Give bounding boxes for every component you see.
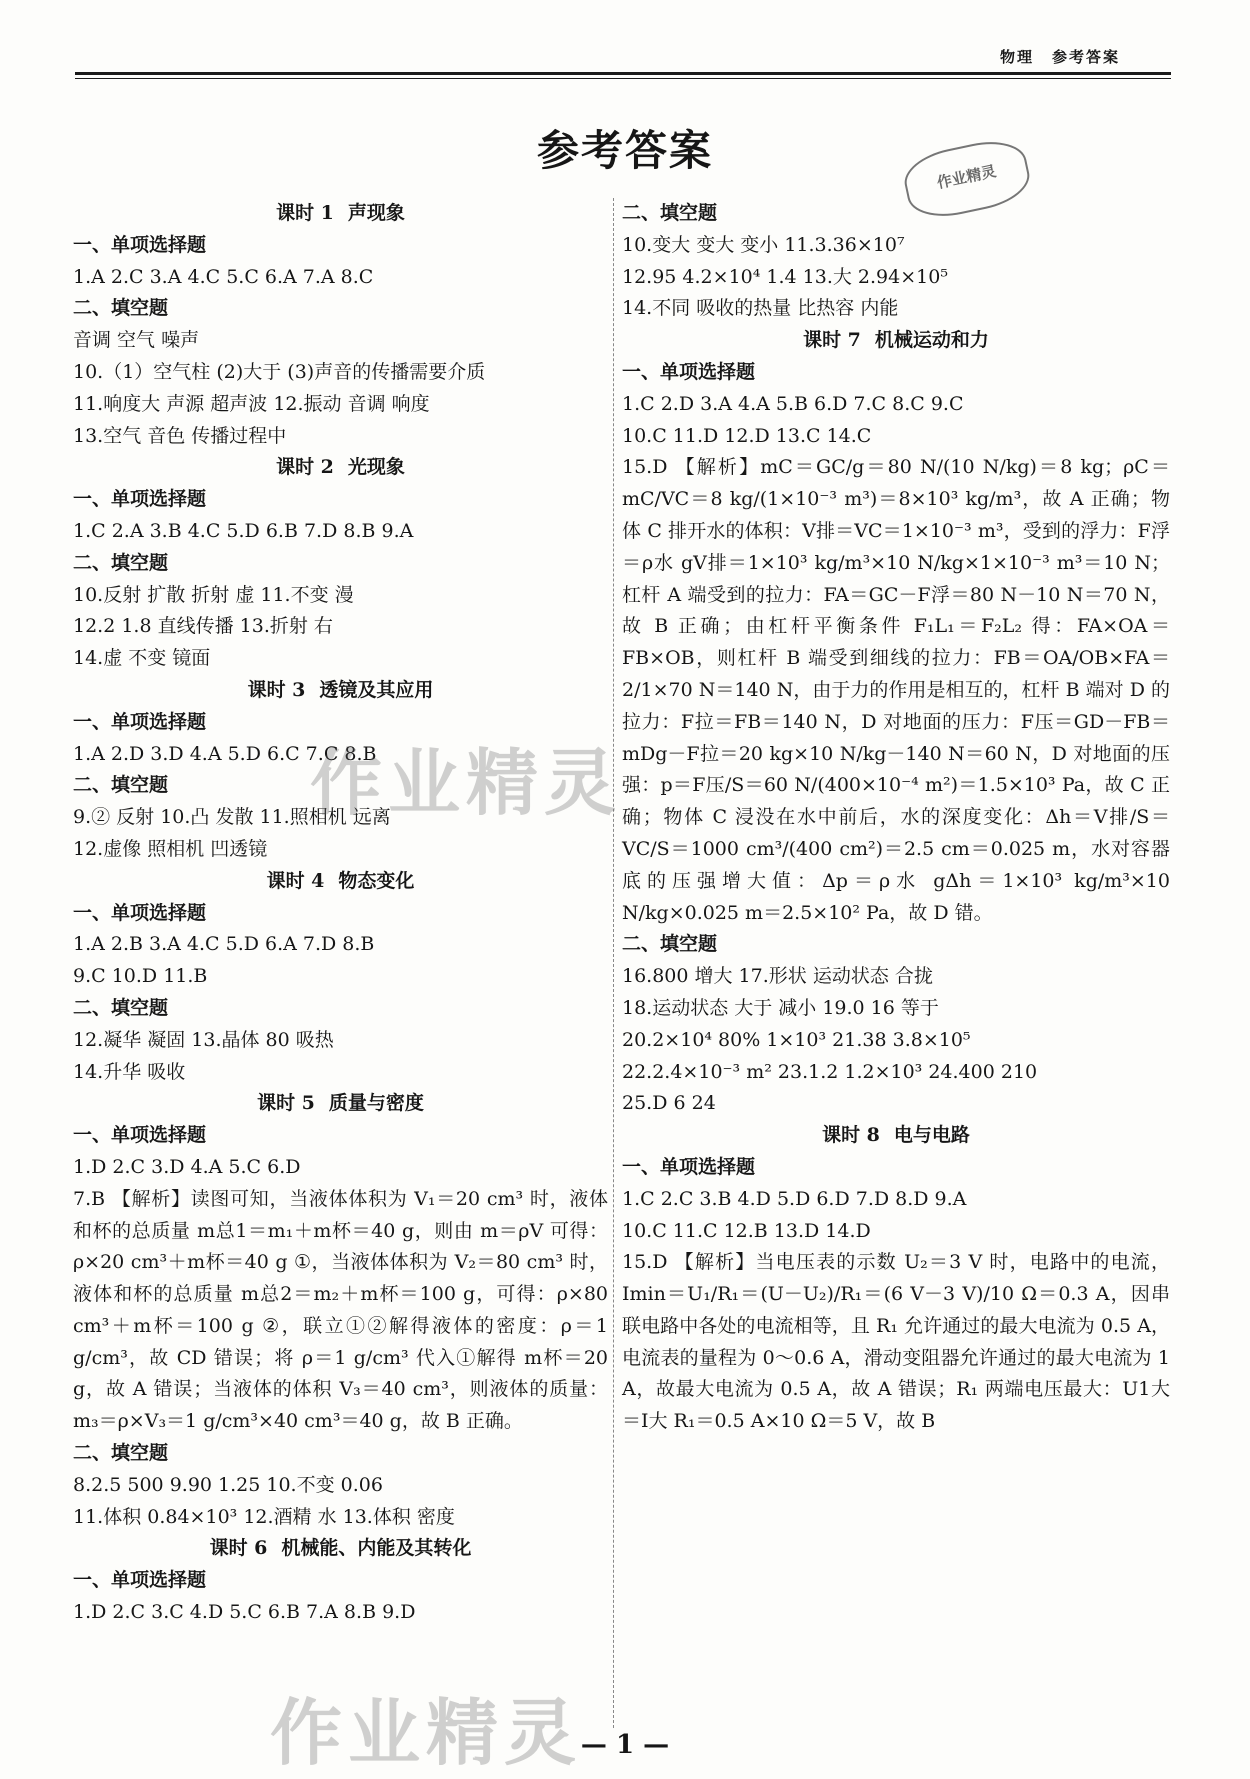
section-heading: 二、填空题 xyxy=(73,996,169,1019)
answer-line: 12.凝华 凝固 13.晶体 80 吸热 xyxy=(73,1028,334,1051)
answer-line: 1.C 2.A 3.B 4.C 5.D 6.B 7.D 8.B 9.A xyxy=(73,519,414,542)
lesson-number: 课时 7 xyxy=(803,329,861,352)
lesson-title: 透镜及其应用 xyxy=(319,678,434,701)
lesson-number: 课时 4 xyxy=(266,869,325,892)
answer-line: 1.C 2.D 3.A 4.A 5.B 6.D 7.C 8.C 9.C xyxy=(622,392,964,415)
answer-line: 14.虚 不变 镜面 xyxy=(73,647,211,670)
answer-line: 12.95 4.2×10⁴ 1.4 13.大 2.94×10⁵ xyxy=(622,265,948,288)
lesson-heading xyxy=(622,325,1170,357)
lesson-title: 电与电路 xyxy=(893,1124,970,1147)
section-heading: 二、填空题 xyxy=(622,202,718,224)
lesson-heading xyxy=(73,1088,608,1120)
header-subject: 物理 xyxy=(1000,48,1035,66)
lesson-heading xyxy=(73,452,608,484)
header-rule-thick xyxy=(75,72,1171,75)
answer-line: 10.反射 扩散 折射 虚 11.不变 漫 xyxy=(73,583,354,606)
watermark: 作业精灵 xyxy=(310,741,623,825)
watermark: 作业精灵 xyxy=(270,1691,583,1775)
answer-line: 10.变大 变大 变小 11.3.36×10⁷ xyxy=(622,233,905,256)
header-rule-thin xyxy=(75,78,1171,79)
answer-explanation: 15.D 【解析】mC＝GC/g＝80 N/(10 N/kg)＝8 kg；ρC＝mC/VC＝8 kg/(1×10⁻³ m³)＝8×10³ kg/m³，故 A 正确；物体 C 排开水的体积：V排＝VC＝1×10⁻³ m³，受到的浮力：F浮＝ρ水 gV排＝1×10³ kg/m³×10 N/kg×1×10⁻³ m³＝10 N；杠杆 A 端受到的拉力：FA＝GC－F浮＝80 N－10 N＝70 N，故 B 正确；由杠杆平衡条件 F₁L₁＝F₂L₂ 得：FA×OA＝FB×OB，则杠杆 B 端受到细线的拉力：FB＝OA/OB×FA＝2/1×70 N＝140 N，由于力的作用是相互的，杠杆 B 端对 D 的拉力：F拉＝FB＝140 N，D 对地面的压力：F压＝GD－FB＝mDg－F拉＝20 kg×10 N/kg－140 N＝60 N，D 对地面的压强：p＝F压/S＝60 N/(400×10⁻⁴ m²)＝1.5×10³ Pa，故 C 正确；物体 C 浸没在水中前后，水的深度变化：Δh＝V排/S＝VC/S＝1000 cm³/(400 cm²)＝2.5 cm＝0.025 m，水对容器底的压强增大值：Δp＝ρ水 gΔh＝1×10³ kg/m³×10 N/kg×0.025 m＝2.5×10² Pa，故 D 错。 xyxy=(622,456,1170,924)
answer-line: 11.体积 0.84×10³ 12.酒精 水 13.体积 密度 xyxy=(73,1505,455,1528)
section-heading: 一、单项选择题 xyxy=(622,360,756,383)
section-heading: 二、填空题 xyxy=(73,1442,169,1465)
lesson-number: 课时 1 xyxy=(276,202,334,224)
column-divider xyxy=(613,198,614,1728)
answer-line: 1.C 2.C 3.B 4.D 5.D 6.D 7.D 8.D 9.A xyxy=(622,1187,967,1210)
lesson-title: 声现象 xyxy=(347,202,405,224)
lesson-number: 课时 6 xyxy=(209,1537,268,1560)
answer-explanation: 15.D 【解析】当电压表的示数 U₂＝3 V 时，电路中的电流，Imin＝U₁/R₁＝(U－U₂)/R₁＝(6 V－3 V)/10 Ω＝0.3 A，因串联电路中各处的电流相等，且 R₁ 允许通过的最大电流为 0.5 A，电流表的量程为 0～0.6 A，滑动变阻器允许通过的最大电流为 1 A，故最大电流为 0.5 A，故 A 错误；R₁ 两端电压最大：U1大＝I大 R₁＝0.5 A×10 Ω＝5 V，故 B xyxy=(622,1251,1170,1433)
answer-line: 10.（1）空气柱 (2)大于 (3)声音的传播需要介质 xyxy=(73,360,486,383)
section-heading: 一、单项选择题 xyxy=(73,233,207,256)
lesson-title: 质量与密度 xyxy=(328,1092,424,1115)
answer-line: 22.2.4×10⁻³ m² 23.1.2 1.2×10³ 24.400 210 xyxy=(622,1060,1038,1083)
answer-line: 12.虚像 照相机 凹透镜 xyxy=(73,837,268,860)
answer-line: 1.A 2.D 3.D 4.A 5.D 6.C 7.C 8.B xyxy=(73,742,377,765)
answer-line: 18.运动状态 大于 减小 19.0 16 等于 xyxy=(622,996,939,1019)
answer-line: 音调 空气 噪声 xyxy=(73,329,200,352)
right-column xyxy=(622,198,1170,1438)
section-heading: 二、填空题 xyxy=(73,774,169,797)
lesson-heading xyxy=(73,675,608,707)
section-heading: 二、填空题 xyxy=(73,551,169,574)
lesson-number: 课时 5 xyxy=(257,1092,315,1115)
answer-line: 16.800 增大 17.形状 运动状态 合拢 xyxy=(622,965,933,988)
section-heading: 一、单项选择题 xyxy=(73,710,207,733)
answer-line: 20.2×10⁴ 80% 1×10³ 21.38 3.8×10⁵ xyxy=(622,1028,971,1051)
answer-line: 14.升华 吸收 xyxy=(73,1060,186,1083)
answer-line: 9.C 10.D 11.B xyxy=(73,965,208,988)
answer-line: 1.A 2.B 3.A 4.C 5.D 6.A 7.D 8.B xyxy=(73,933,375,956)
answer-line: 1.D 2.C 3.D 4.A 5.C 6.D xyxy=(73,1155,301,1178)
answer-line: 11.响度大 声源 超声波 12.振动 音调 响度 xyxy=(73,392,430,415)
section-heading: 二、填空题 xyxy=(73,297,169,320)
answer-line: 1.D 2.C 3.C 4.D 5.C 6.B 7.A 8.B 9.D xyxy=(73,1601,416,1624)
lesson-title: 光现象 xyxy=(347,456,405,479)
section-heading: 一、单项选择题 xyxy=(73,488,207,511)
lesson-title: 机械能、内能及其转化 xyxy=(281,1537,472,1560)
section-heading: 二、填空题 xyxy=(622,933,718,956)
lesson-heading xyxy=(622,1120,1170,1152)
section-heading: 一、单项选择题 xyxy=(73,1124,207,1147)
lesson-title: 物态变化 xyxy=(338,869,415,892)
running-header xyxy=(1000,46,1120,67)
lesson-heading xyxy=(73,866,608,898)
lesson-title: 机械运动和力 xyxy=(874,329,989,352)
answer-explanation: 7.B 【解析】读图可知，当液体体积为 V₁＝20 cm³ 时，液体和杯的总质量 m总1＝m₁＋m杯＝40 g，则由 m＝ρV 可得：ρ×20 cm³＋m杯＝40 g ①，当液体体积为 V₂＝80 cm³ 时，液体和杯的总质量 m总2＝m₂＋m杯＝100 g，可得：ρ×80 cm³＋m杯＝100 g ②，联立①②解得液体的密度：ρ＝1 g/cm³，故 CD 错误；将 ρ＝1 g/cm³ 代入①解得 m杯＝20 g，故 A 错误；当液体的体积 V₃＝40 cm³，则液体的质量：m₃＝ρ×V₃＝1 g/cm³×40 cm³＝40 g，故 B 正确。 xyxy=(73,1187,608,1433)
section-heading: 一、单项选择题 xyxy=(73,1569,207,1592)
page-title: 参考答案 xyxy=(536,126,713,175)
answer-line: 13.空气 音色 传播过程中 xyxy=(73,424,287,447)
page-number: — 1 — xyxy=(580,1730,670,1760)
stamp-logo: 作业精灵 xyxy=(899,134,1034,224)
answer-line: 1.A 2.C 3.A 4.C 5.C 6.A 7.A 8.C xyxy=(73,265,374,288)
answer-line: 9.② 反射 10.凸 发散 11.照相机 远离 xyxy=(73,806,391,829)
answer-line: 14.不同 吸收的热量 比热容 内能 xyxy=(622,297,899,320)
lesson-number: 课时 3 xyxy=(247,678,306,701)
lesson-number: 课时 2 xyxy=(276,456,334,479)
answer-line: 10.C 11.C 12.B 13.D 14.D xyxy=(622,1219,871,1242)
answer-line: 25.D 6 24 xyxy=(622,1092,716,1115)
section-heading: 一、单项选择题 xyxy=(73,901,207,924)
lesson-number: 课时 8 xyxy=(822,1124,880,1147)
answer-line: 12.2 1.8 直线传播 13.折射 右 xyxy=(73,615,333,638)
lesson-heading xyxy=(73,198,608,230)
answer-line: 10.C 11.D 12.D 13.C 14.C xyxy=(622,424,872,447)
lesson-heading xyxy=(73,1533,608,1565)
answer-line: 8.2.5 500 9.90 1.25 10.不变 0.06 xyxy=(73,1473,383,1496)
section-heading: 一、单项选择题 xyxy=(622,1155,756,1178)
left-column xyxy=(73,198,608,1629)
header-section: 参考答案 xyxy=(1052,48,1121,66)
